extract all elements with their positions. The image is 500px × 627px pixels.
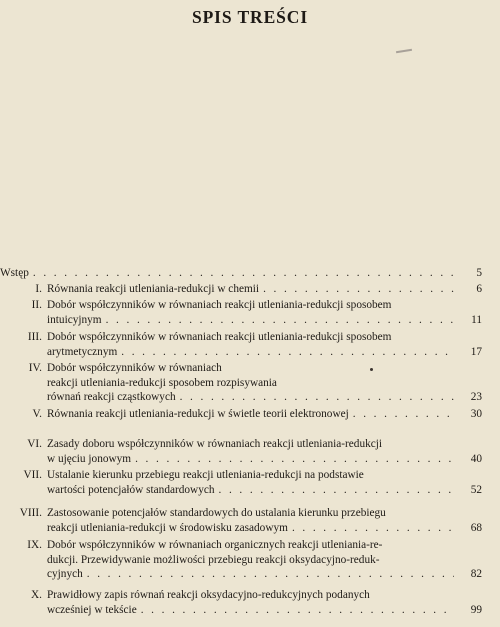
toc-entry-4[interactable]: [6, 361, 482, 405]
dot-leader: [292, 521, 454, 536]
toc-entry-page: 30: [470, 408, 482, 420]
toc-entry-title-line: [47, 468, 482, 483]
toc-entry-last-line: [47, 452, 482, 467]
toc-entry-page: 52: [470, 483, 482, 496]
toc-entry-7[interactable]: [6, 468, 482, 497]
chapter-number: VII.: [23, 469, 42, 481]
toc-entry-page: 68: [470, 521, 482, 534]
toc-entry-last-line: [47, 603, 482, 618]
toc-entry-title-text: Równania reakcji utleniania-redukcji w chemii: [47, 283, 260, 295]
chapter-number: X.: [31, 589, 42, 601]
pencil-mark: [396, 49, 412, 53]
toc-entry-page: 99: [470, 603, 482, 616]
toc-entry-title-text: intuicyjnym: [47, 313, 102, 326]
toc-entry-page: 6: [476, 283, 482, 295]
toc-entry-title-text: Prawidłowy zapis równań reakcji oksydacyjno-redukcyjnych podanych: [47, 589, 370, 601]
dot-leader: [219, 483, 454, 498]
toc-entry-line: [0, 266, 482, 281]
toc-entry-last-line: [47, 390, 482, 405]
toc-entry-title-text: Zastosowanie potencjałów standardowych do ustalania kierunku przebiegu: [47, 507, 386, 519]
chapter-number: I.: [35, 283, 42, 295]
toc-entry-title-line: [47, 361, 482, 376]
toc-entry-8[interactable]: [6, 506, 482, 535]
chapter-number: IX.: [27, 539, 42, 551]
dot-leader: [353, 407, 454, 422]
toc-entry-last-line: [47, 345, 482, 360]
toc-entry-2[interactable]: [6, 298, 482, 327]
toc-entry-title-text: Dobór współczynników w równaniach: [47, 362, 222, 374]
toc-entry-last-line: [47, 567, 482, 582]
chapter-number: VIII.: [19, 507, 42, 519]
toc-entry-page: 5: [476, 267, 482, 279]
toc-entry-title-line: [47, 588, 482, 603]
page-title: SPIS TREŚCI: [191, 7, 309, 27]
toc-entry-title-text: wartości potencjałów standardowych: [47, 483, 215, 496]
toc-entry-page: 17: [470, 345, 482, 358]
toc-entry-title-text: reakcji utleniania-redukcji sposobem rozpisywania: [47, 376, 277, 389]
toc-entry-title-line: [47, 437, 482, 452]
toc-entry-title-line: [47, 553, 482, 568]
dot-leader: [33, 266, 454, 281]
toc-entry-page: 11: [471, 313, 482, 326]
toc-entry-title-text: reakcji utleniania-redukcji w środowisku zasadowym: [47, 521, 288, 534]
dot-leader: [263, 282, 454, 297]
chapter-number: VI.: [27, 438, 42, 450]
toc-entry-3[interactable]: [6, 330, 482, 359]
toc-entry-title-line: [47, 298, 482, 313]
toc-entry-title-line: [47, 538, 482, 553]
chapter-number: III.: [27, 331, 42, 343]
toc-entry-page: 40: [470, 452, 482, 465]
toc-entry-last-line: [47, 407, 482, 422]
toc-entry-intro[interactable]: [0, 266, 482, 281]
toc-entry-title-text: w ujęciu jonowym: [47, 452, 132, 465]
toc-entry-title-text: Ustalanie kierunku przebiegu reakcji utleniania-redukcji na podstawie: [47, 469, 364, 481]
toc-entry-last-line: [47, 483, 482, 498]
toc-entry-10[interactable]: [6, 588, 482, 617]
dot-leader: [141, 603, 454, 618]
toc-entry-title-text: równań reakcji cząstkowych: [47, 391, 176, 404]
toc-entry-page: 23: [470, 391, 482, 404]
toc-entry-page: 82: [470, 568, 482, 581]
toc-entry-title-text: Dobór współczynników w równaniach organicznych reakcji utleniania-re-: [47, 539, 383, 551]
toc-entry-5[interactable]: [6, 407, 482, 422]
toc-entry-last-line: [47, 521, 482, 536]
chapter-number: IV.: [28, 362, 42, 374]
toc-entry-title-text: Dobór współczynników w równaniach reakcji utleniania-redukcji sposobem: [47, 331, 392, 343]
toc-entry-title-line: [47, 376, 482, 391]
toc-entry-1[interactable]: [6, 282, 482, 297]
toc-entry-title-text: Zasady doboru współczynników w równaniach reakcji utleniania-redukcji: [47, 438, 383, 450]
toc-entry-title-text: Równania reakcji utleniania-redukcji w świetle teorii elektronowej: [47, 408, 349, 420]
toc-entry-title-text: cyjnych: [47, 568, 83, 581]
toc-entry-title-line: [47, 506, 482, 521]
chapter-number: II.: [31, 299, 42, 311]
toc-entry-title-text: Dobór współczynników w równaniach reakcji utleniania-redukcji sposobem: [47, 299, 392, 311]
toc-entry-title-text: arytmetycznym: [47, 345, 118, 358]
toc-entry-9[interactable]: [6, 538, 482, 582]
dot-leader: [135, 452, 454, 467]
toc-entry-title-line: [47, 330, 482, 345]
dot-leader: [180, 390, 454, 405]
toc-entry-title: Wstęp: [0, 267, 29, 279]
dot-leader: [121, 345, 454, 360]
dot-leader: [87, 567, 454, 582]
toc-entry-last-line: [47, 313, 482, 328]
chapter-number: V.: [32, 408, 42, 420]
dot-leader: [106, 313, 454, 328]
toc-entry-6[interactable]: [6, 437, 482, 466]
toc-entry-last-line: [47, 282, 482, 297]
toc-entry-title-text: dukcji. Przewidywanie możliwości przebiegu reakcji oksydacyjno-reduk-: [47, 553, 380, 566]
toc-entry-title-text: wcześniej w tekście: [47, 603, 137, 616]
